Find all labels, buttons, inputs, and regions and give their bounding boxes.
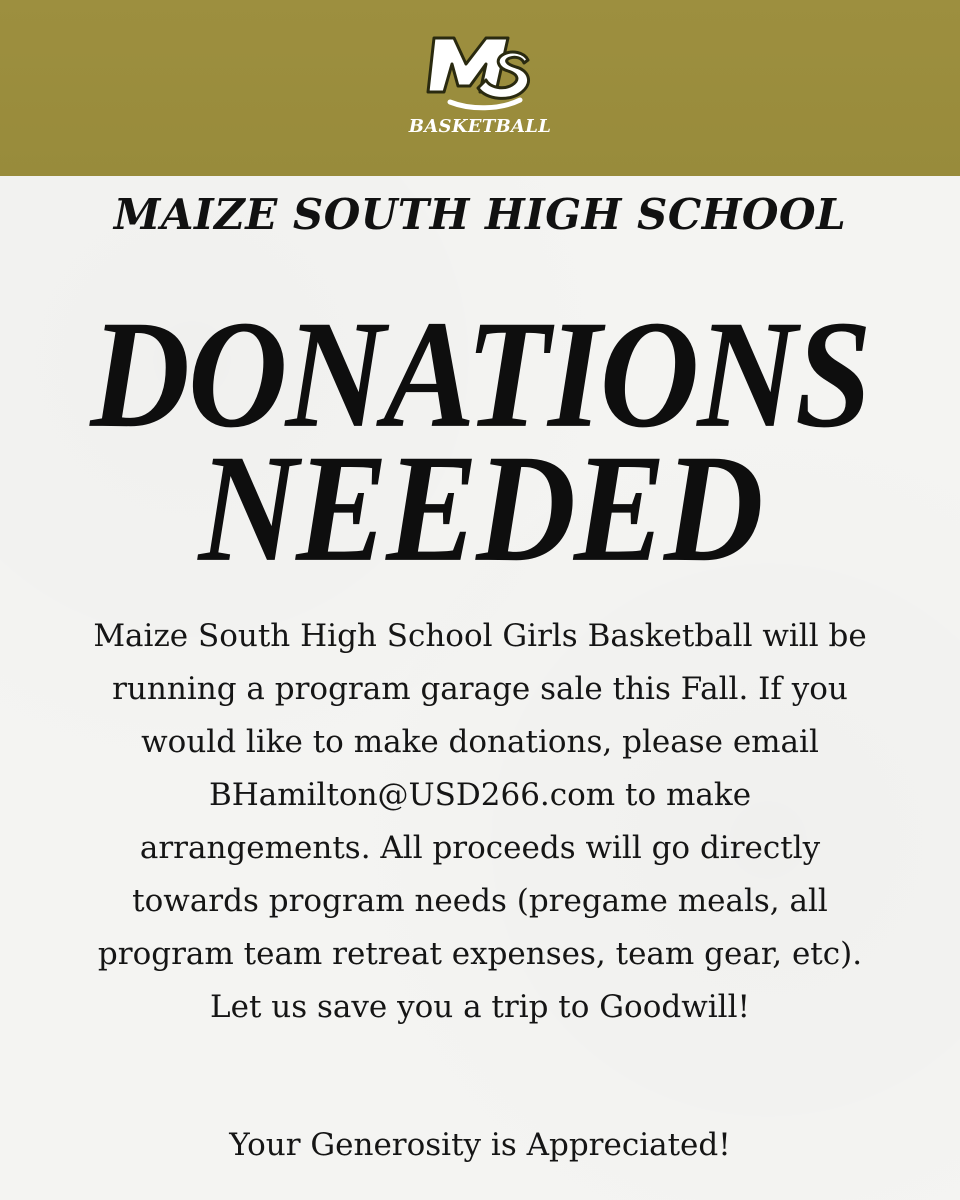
- ms-monogram-icon: [420, 30, 540, 115]
- header-band: [0, 0, 960, 176]
- headline-line-2: NEEDED: [198, 422, 762, 594]
- closing-message: Your Generosity is Appreciated!: [229, 1127, 731, 1163]
- body-message: Maize South High School Girls Basketball will be running a program garage sale this Fall. If you would like to make donations, please email BHamilton@USD266.com to make arrangements. All proceeds will go directly towards program needs (pregame meals, all program team retreat expenses, team gear, etc). Let us save you a trip to Goodwill!: [93, 618, 867, 1025]
- school-name: MAIZE SOUTH HIGH SCHOOL: [113, 190, 847, 239]
- headline-line-1: DONATIONS: [90, 288, 870, 460]
- sport-label: BASKETBALL: [408, 116, 552, 137]
